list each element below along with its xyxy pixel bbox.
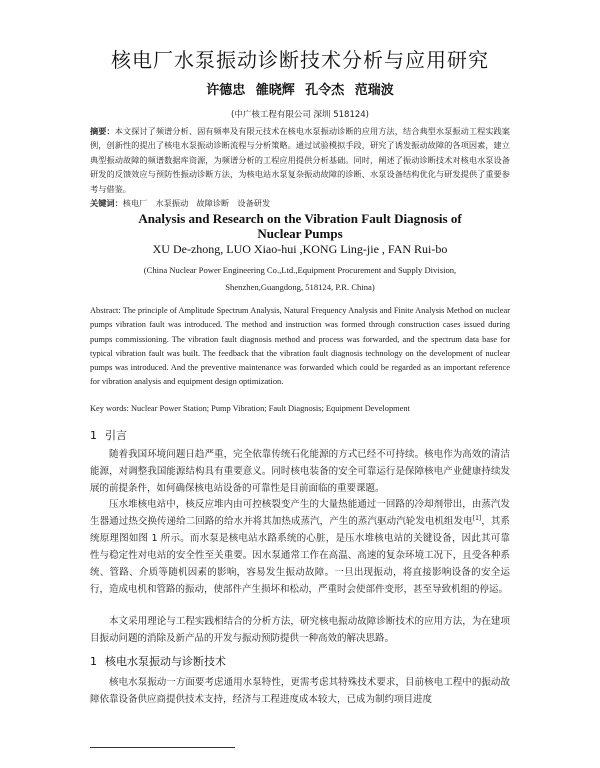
paper-title-en-line2: Nuclear Pumps [257,226,343,241]
keywords-cn-label: 关键词： [90,198,123,208]
paragraph-text: 压水堆核电站中，核反应堆内由可控核裂变产生的大量热能通过一回路的冷却剂带出，由蒸汽发生器通过热交换传递给二回路的给水并将其加热成蒸汽，产生的蒸汽驱动汽轮发电机组发电 [90,499,510,527]
abstract-cn-label: 摘要： [90,126,115,136]
body-paragraph [90,497,510,598]
body-paragraph: 随着我国环境问题日趋严重，完全依靠传统石化能源的方式已经不可持续。核电作为高效的清洁能源，对调整我国能源结构具有重要意义。同时核电装备的安全可靠运行是保障核电产业健康持续发展的前提条件，如何确保核电站设备的可靠性是目前面临的重要课题。 [90,449,510,494]
paper-title-cn: 核电厂水泵振动诊断技术分析与应用研究 [111,48,489,72]
abstract-cn [90,124,510,196]
authors-cn: 许德忠 雒晓辉 孔令杰 范瑞波 [206,83,394,98]
affiliation-en-line1: (China Nuclear Power Engineering Co.,Ltd.,Equipment Procurement and Supply Division, [143,265,457,275]
keywords-en: Key words: Nuclear Power Station; Pump Vibration; Fault Diagnosis; Equipment Development [90,404,410,413]
abstract-cn-text: 本文探讨了频谱分析、固有频率及有限元技术在核电水泵振动诊断的应用方法，结合典型水泵振动工程实践案例，创新性的提出了核电水泵振动诊断流程与分析策略。通过试验模拟手段，研究了诱发振动故障的各项因素，建立典型振动故障的频谱数据库资源，为频谱分析的工程应用提供分析基础。同时，阐述了振动诊断技术对核电水泵设备研发的反馈效应与预防性振动诊断方法，为核电站水泵复杂振动故障的诊断、水泵设备结构优化与研发提供了重要参考与借鉴。 [90,126,510,194]
affiliation-en-line2: Shenzhen,Guangdong, 518124, P.R. China) [225,282,375,292]
footnote-divider [90,747,235,748]
keywords-cn [90,198,510,209]
keywords-cn-text: 核电厂 水泵振动 故障诊断 设备研发 [122,198,271,208]
section-number: 1 [90,429,97,442]
paper-title-en [0,211,600,241]
section-title: 核电水泵振动与诊断技术 [105,655,226,668]
paragraph-text: ，其系统原理图如图 1 所示。而水泵是核电站水路系统的心脏，是压水堆核电站的关键设备，因此其可靠性与稳定性对电站的安全性至关重要。因水泵通常工作在高温、高速的复杂环境工况下，且受各种系统、管路、介质等随机因素的影响，容易发生振动故障。一旦出现振动，将直接影响设备的安全运行，造成电机和管路的振动，使部件产生损坏和松动，严重时会使部件变形，甚至导致机组的停运。 [90,515,510,595]
abstract-en: Abstract: The principle of Amplitude Spectrum Analysis, Natural Frequency Analysis and Finite Analysis Method on nuclear pumps vibration fault was introduced. The method and instruction was formed through construction cases issued during pumps commissioning. The vibration fault diagnosis method and process was forwarded, and the spectrum data base for typical vibration fault was built. The feedback that the vibration fault diagnosis technology on the development of nuclear pumps was introduced. And the preventive maintenance was forwarded which could be regarded as an important reference for vibration analysis and equipment design optimization. [90,306,510,387]
paper-title-en-line1: Analysis and Research on the Vibration Fault Diagnosis of [138,211,462,226]
authors-en: XU De-zhong, LUO Xiao-hui ,KONG Ling-jie , FAN Rui-bo [152,242,448,256]
section-number: 1 [90,655,97,668]
section-heading-intro [90,427,127,443]
section-heading-pump-vibration [90,653,226,669]
citation-ref: [1] [472,514,482,522]
affiliation-en [0,262,600,296]
body-paragraph: 本文采用理论与工程实践相结合的分析方法，研究核电振动故障诊断技术的应用方法，为在建项目振动问题的消除及新产品的开发与振动预防提供一种高效的解决思路。 [90,616,510,644]
section-title: 引言 [105,429,127,442]
body-paragraph: 核电水泵振动一方面要考虑通用水泵特性，更需考虑其特殊技术要求，目前核电工程中的振动故障依靠设备供应商提供技术支持，经济与工程进度成本较大，已成为制约项目进度 [90,677,510,705]
affiliation-cn: (中广核工程有限公司 深圳 518124) [231,110,369,120]
